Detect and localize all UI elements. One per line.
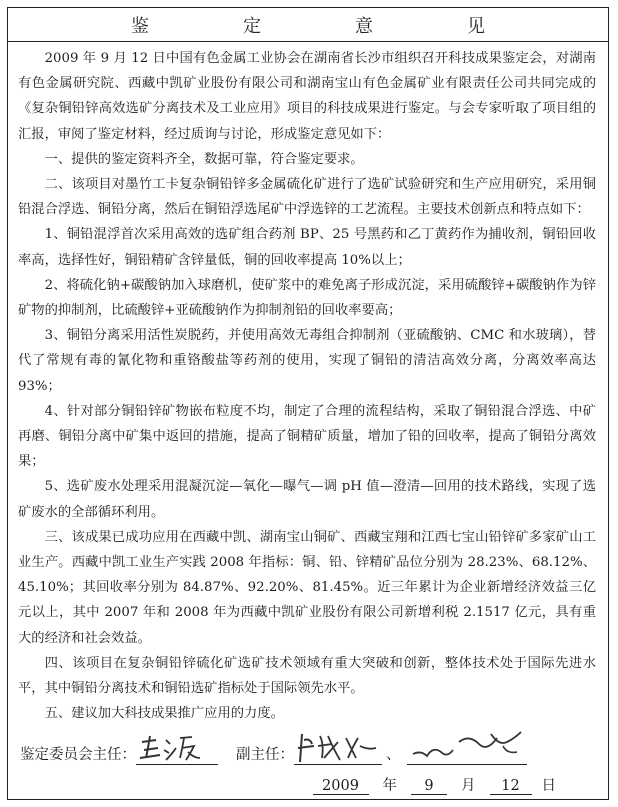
document-body bbox=[8, 42, 608, 726]
paragraph-item-1: 一、提供的鉴定资料齐全，数据可靠，符合鉴定要求。 bbox=[44, 151, 364, 167]
date-day-unit: 日 bbox=[541, 778, 556, 794]
paragraph-item-5: 五、建议加大科技成果推广应用的力度。 bbox=[44, 706, 284, 722]
date-year: 2009 bbox=[313, 778, 369, 795]
vice-chair-signature-2-line bbox=[407, 742, 527, 765]
paragraph-item-3: 三、该成果已成功应用在西藏中凯、湖南宝山铜矿、西藏宝翔和江西七宝山铅锌矿多家矿山工业生产。西藏中凯工业生产实践 2008 年指标：铜、铅、锌精矿品位分别为 28.23%、68.12%、45.10%；其回收率分别为 84.87%、92.20%、81.45%。近三年累计为企业新增经济效益三亿元以上，其中 2007 年和 2008 年为西藏中凯矿业股份有限公司新增利税 2.1517 亿元，具有重大的经济和社会效益。 bbox=[18, 529, 596, 646]
signature-row bbox=[20, 736, 600, 770]
signature-separator: 、 bbox=[386, 746, 401, 763]
date-month-unit: 月 bbox=[461, 778, 476, 794]
date-row bbox=[313, 774, 557, 795]
date-year-unit: 年 bbox=[382, 778, 397, 794]
vice-chair-signature-1-line bbox=[294, 742, 382, 765]
vice-chair-signature-2 bbox=[407, 728, 527, 766]
paragraph-subitem-1: 1、铜铅混浮首次采用高效的选矿组合药剂 BP、25 号黑药和乙丁黄药作为捕收剂，铜铅回收率高，选择性好，铜铅精矿含锌量低，铜的回收率提高 10%以上； bbox=[18, 227, 596, 268]
chair-signature-line bbox=[136, 742, 218, 765]
paragraph-item-4: 四、该项目在复杂铜铅锌硫化矿选矿技术领域有重大突破和创新，整体技术处于国际先进水平，其中铜铅分离技术和铜铅选矿指标处于国际领先水平。 bbox=[18, 655, 596, 697]
chair-label: 鉴定委员会主任： bbox=[20, 746, 136, 763]
date-month: 9 bbox=[411, 778, 447, 795]
document-title: 鉴 定 意 见 bbox=[131, 15, 523, 37]
paragraph-subitem-3: 3、铜铅分离采用活性炭脱药，并使用高效无毒组合抑制剂（亚硫酸钠、CMC 和水玻璃），替代了常规有毒的氰化物和重铬酸盐等药剂的使用，实现了铜铅的清洁高效分离，分离效率高达 93%； bbox=[18, 328, 596, 394]
vice-chair-label: 副主任： bbox=[236, 746, 294, 763]
paragraph-subitem-4: 4、针对部分铜铅锌矿物嵌布粒度不均，制定了合理的流程结构，采取了铜铅混合浮选、中矿再磨、铜铅分离中矿集中返回的措施，提高了铜精矿质量，增加了铅的回收率，提高了铜铅分离效果； bbox=[18, 403, 596, 470]
chair-signature bbox=[136, 728, 218, 764]
paragraph-subitem-2: 2、将硫化钠+碳酸钠加入球磨机，使矿浆中的难免离子形成沉淀，采用硫酸锌+碳酸钠作为锌矿物的抑制剂，比硫酸锌+亚硫酸钠作为抑制剂铅的回收率要高； bbox=[18, 277, 596, 319]
appraisal-document bbox=[7, 7, 609, 800]
date-day: 12 bbox=[490, 778, 532, 795]
paragraph-subitem-5: 5、选矿废水处理采用混凝沉淀—氧化—曝气—调 pH 值—澄清—回用的技术路线，实现了选矿废水的全部循环利用。 bbox=[18, 479, 596, 520]
vice-chair-signature-1 bbox=[294, 728, 382, 766]
paragraph-intro: 2009 年 9 月 12 日中国有色金属工业协会在湖南省长沙市组织召开科技成果鉴定会，对湖南有色金属研究院、西藏中凯矿业股份有限公司和湖南宝山有色金属矿业有限责任公司共同完成的《复杂铜铅锌高效选矿分离技术及工业应用》项目的科技成果进行鉴定。与会专家听取了项目组的汇报，审阅了鉴定材料，经过质询与讨论，形成鉴定意见如下： bbox=[18, 51, 596, 142]
title-row bbox=[8, 8, 608, 42]
paragraph-item-2: 二、该项目对墨竹工卡复杂铜铅锌多金属硫化矿进行了选矿试验研究和生产应用研究，采用铜铅混合浮选、铜铅分离，然后在铜铅浮选尾矿中浮选锌的工艺流程。主要技术创新点和特点如下： bbox=[18, 177, 596, 218]
